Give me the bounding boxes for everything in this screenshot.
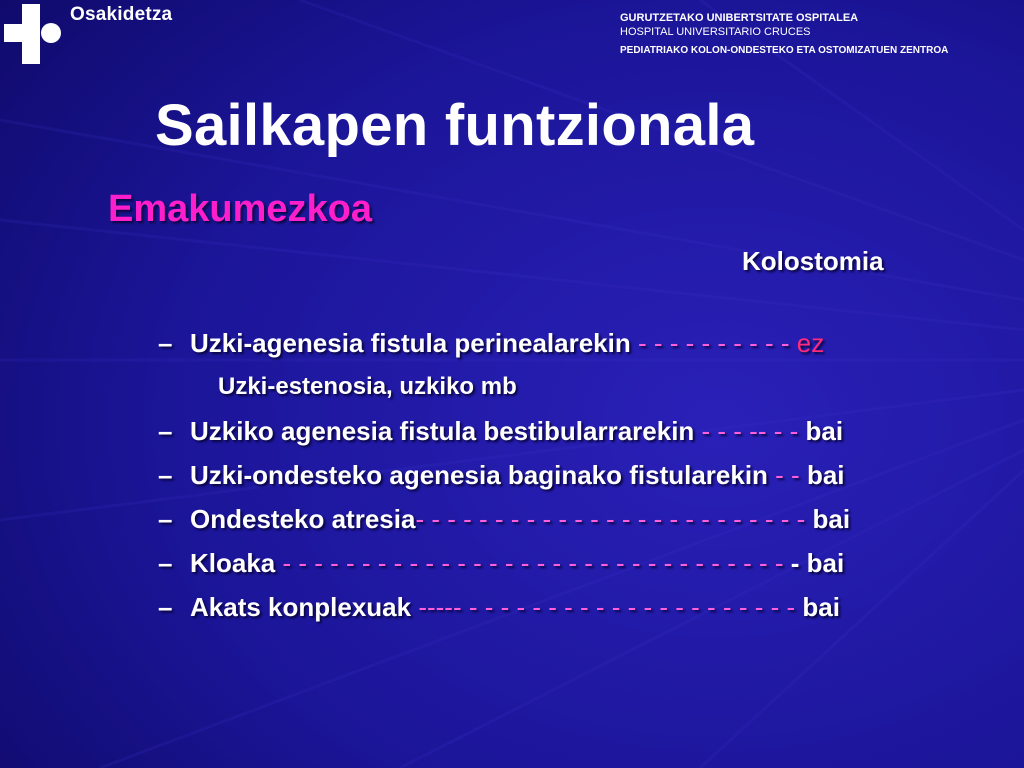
item-leader: - - - -- - - — [701, 416, 806, 446]
bullet-dash: – — [158, 504, 173, 534]
item-label: Uzki-ondesteko agenesia baginako fistularekin — [190, 460, 776, 490]
item-value: bai — [806, 460, 845, 490]
item-value: ez — [796, 328, 825, 358]
item-label: Uzki-agenesia fistula perinealarekin — [190, 328, 638, 358]
item-label: Ondesteko atresia — [190, 504, 416, 534]
item-value: bai — [812, 504, 851, 534]
bullet-dash: – — [158, 328, 173, 358]
list-item — [158, 326, 958, 370]
slide-subtitle: Emakumezkoa — [108, 188, 373, 230]
list-item — [158, 502, 958, 546]
slide-title: Sailkapen funtzionala — [155, 93, 755, 158]
bullet-dash: – — [158, 548, 173, 578]
classification-list — [158, 326, 958, 634]
list-item — [158, 414, 958, 458]
item-label: Kloaka — [190, 548, 283, 578]
item-leader: - - — [775, 460, 807, 490]
hospital-name-spanish: HOSPITAL UNIVERSITARIO CRUCES — [620, 26, 811, 38]
item-leader: - - - - - - - - - - - - - - - - - - - - - - - - - - - - - - - - — [282, 548, 791, 578]
item-leader: - - - - - - - - - - - - - - - - - - - - - - - - - — [415, 504, 813, 534]
item-value: bai — [802, 592, 840, 622]
item-leader: ----- - - - - - - - - - - - - - - - - - - - - - — [418, 592, 803, 622]
item-label: Uzkiko agenesia fistula bestibularrarekin — [190, 416, 702, 446]
item-value: bai — [805, 416, 844, 446]
brand-name: Osakidetza — [70, 4, 173, 25]
hospital-info — [620, 11, 948, 58]
bullet-dash: – — [158, 460, 173, 490]
bullet-dash: – — [158, 416, 173, 446]
list-item — [158, 546, 958, 590]
column-heading: Kolostomia — [742, 246, 884, 276]
item-leader: - - - - - - - - - - — [637, 328, 797, 358]
list-item — [158, 458, 958, 502]
item-value: - bai — [790, 548, 845, 578]
osakidetza-logo — [4, 4, 64, 64]
department-name: PEDIATRIAKO KOLON-ONDESTEKO ETA OSTOMIZATUEN ZENTROA — [620, 45, 949, 56]
list-item — [158, 590, 958, 634]
list-subitem: Uzki-estenosia, uzkiko mb — [218, 373, 517, 400]
item-label: Akats konplexuak — [190, 592, 419, 622]
hospital-name-basque: GURUTZETAKO UNIBERTSITATE OSPITALEA — [620, 12, 859, 24]
bullet-dash: – — [158, 592, 173, 622]
